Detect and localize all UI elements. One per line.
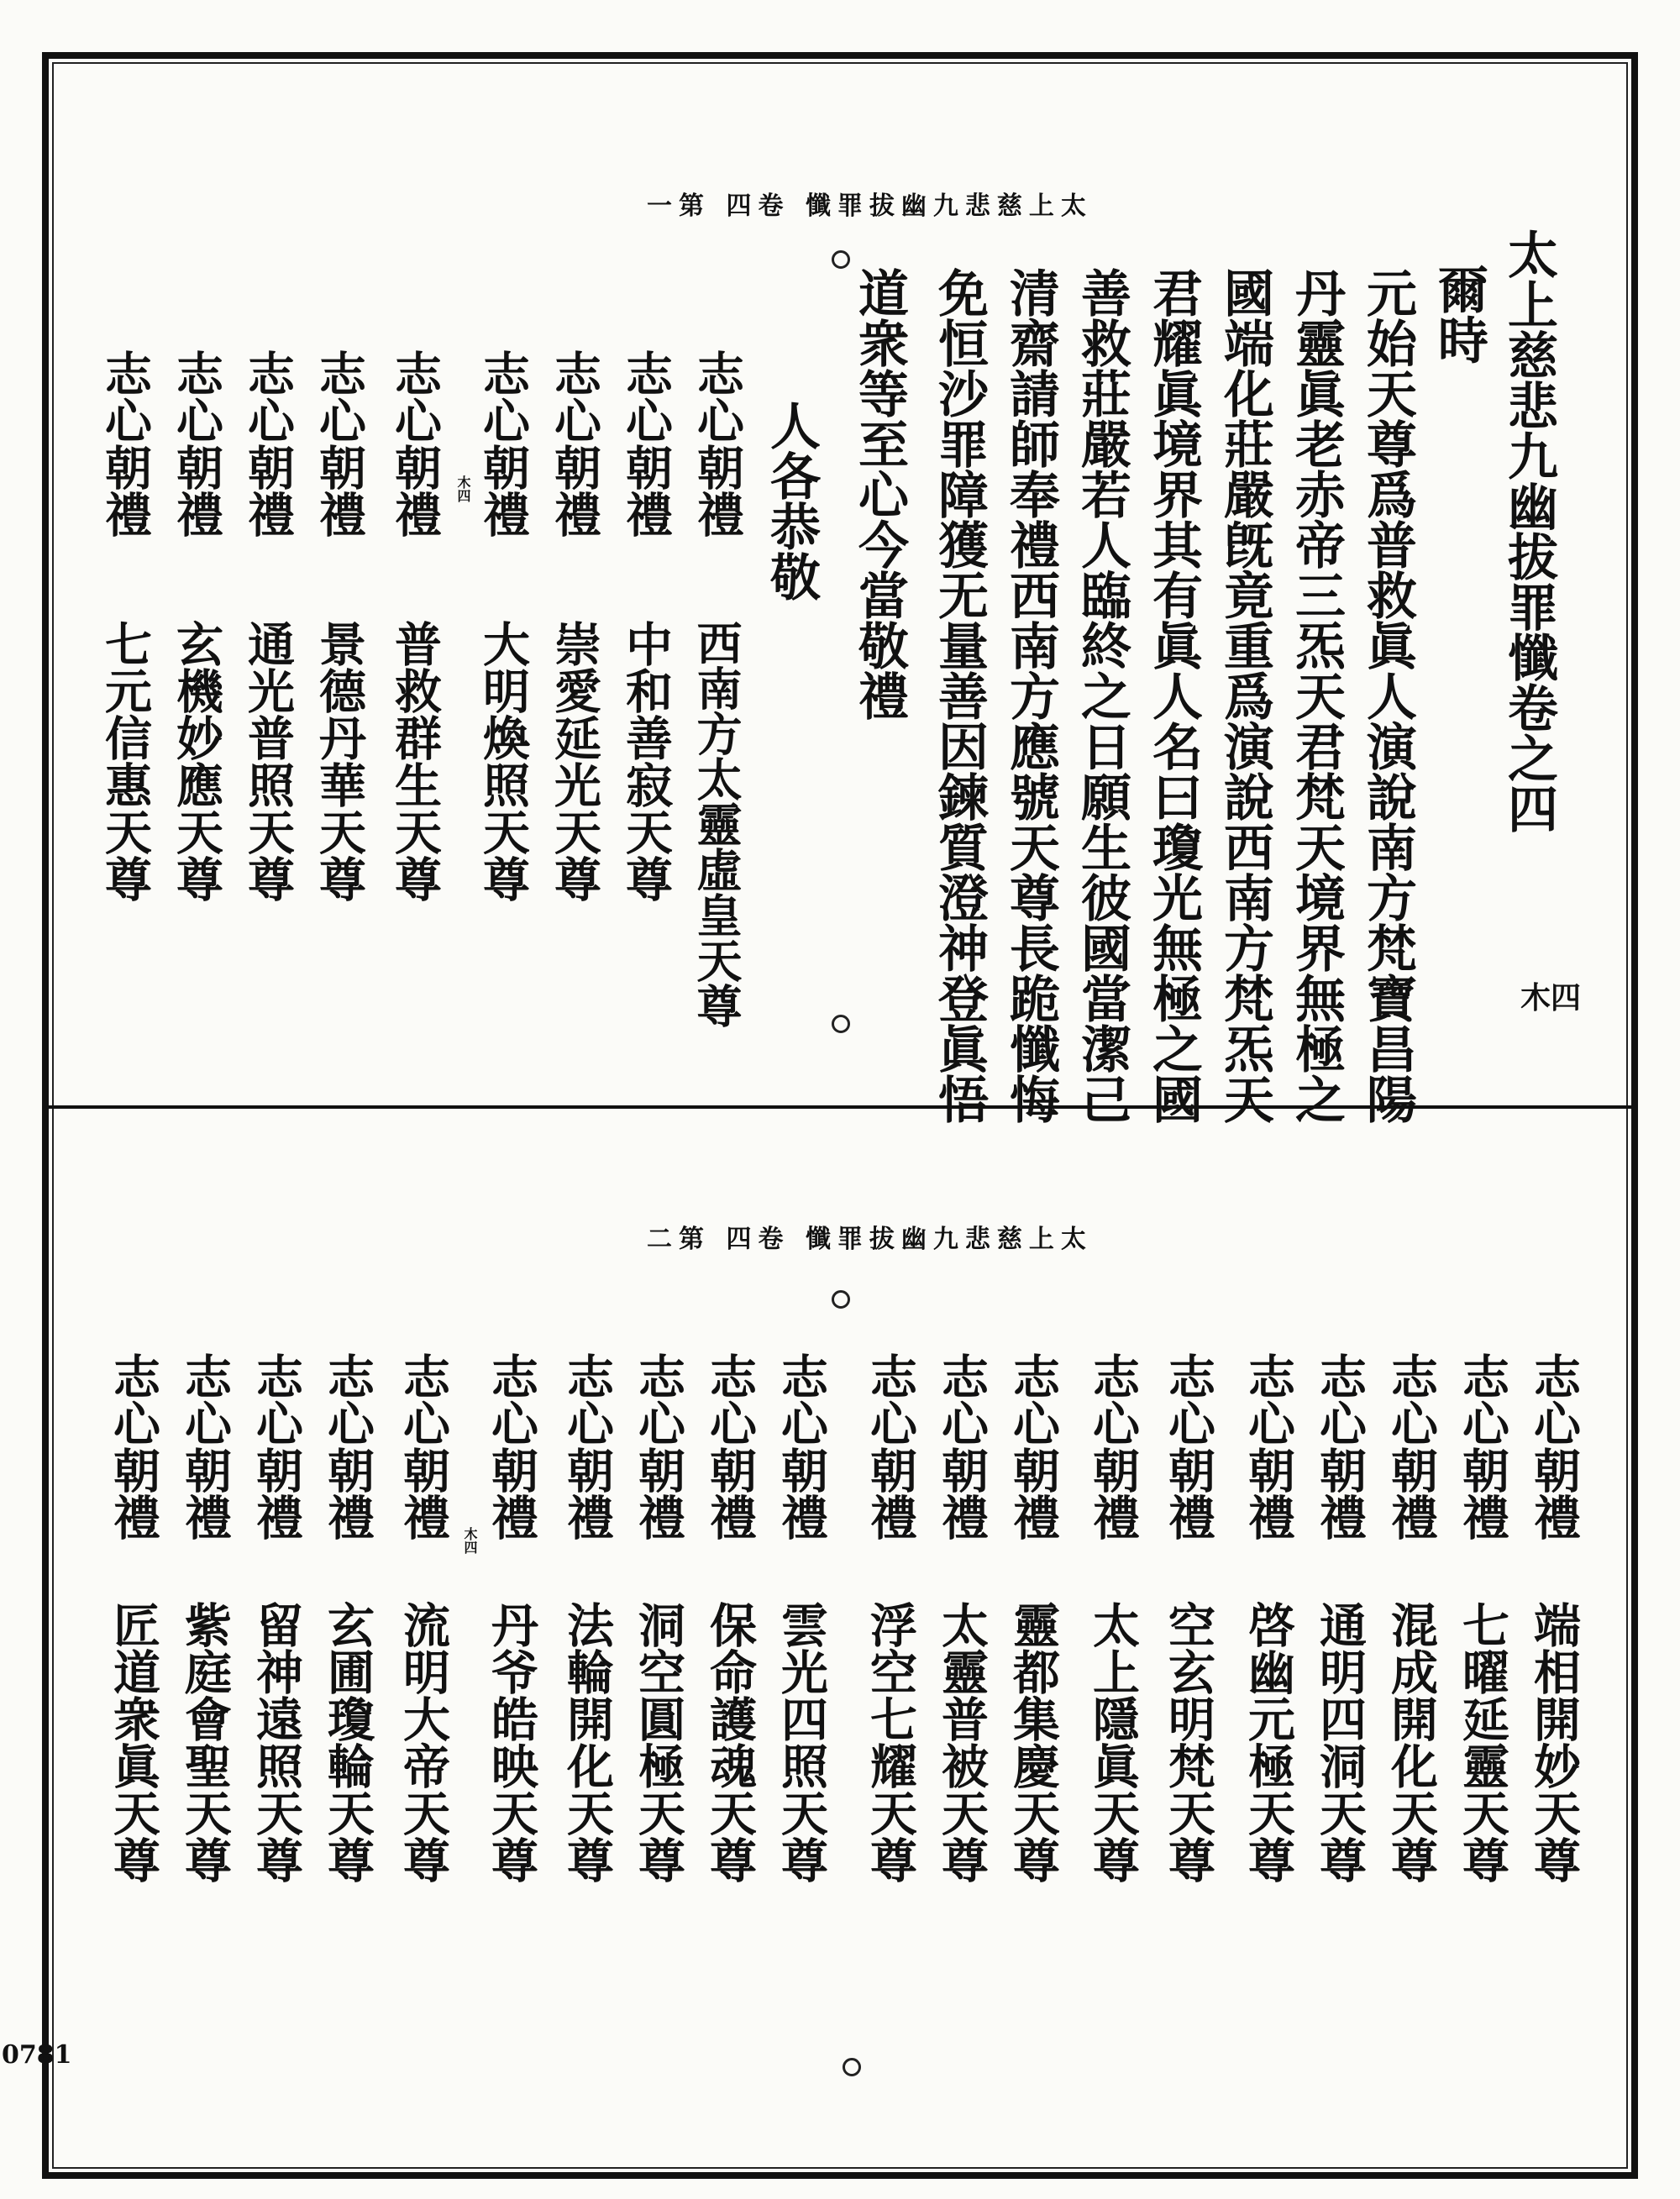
litany-call: 志心朝禮 [1241,1352,1296,1540]
litany-call: 志心朝禮 [240,349,296,538]
text-column: 清齋請師奉禮西南方應號天尊長跪懺悔 [1001,267,1060,1124]
text-column: 元始天尊爲普救眞人演說南方梵寶昌陽 [1358,267,1417,1124]
punctuation-circle [843,2058,861,2076]
litany-name: 七曜延靈天尊 [1455,1601,1510,1883]
litany-name: 混成開化天尊 [1383,1601,1439,1883]
litany-call: 志心朝禮 [559,1352,615,1540]
litany-call: 志心朝禮 [484,1352,539,1540]
litany-call: 志心朝禮 [1005,1352,1061,1540]
litany-call: 志心朝禮 [547,349,602,538]
litany-name: 崇愛延光天尊 [547,620,602,902]
text-column: 國端化莊嚴旣竟重爲演說西南方梵炁天 [1215,267,1274,1124]
litany-call: 志心朝禮 [1085,1352,1141,1540]
litany-call: 志心朝禮 [690,349,745,538]
litany-call: 志心朝禮 [631,1352,686,1540]
litany-call: 志心朝禮 [475,349,531,538]
scripture-title: 太上慈悲九幽拔罪懺卷之四 [1499,228,1558,833]
litany-call: 志心朝禮 [1383,1352,1439,1540]
punctuation-circle [832,1290,850,1309]
text-column: 君耀眞境界其有眞人名曰瓊光無極之國 [1144,267,1203,1124]
litany-name: 大明煥照天尊 [475,620,531,902]
margin-note: 木四 [455,475,471,502]
litany-name: 景德丹華天尊 [312,620,367,902]
litany-call: 志心朝禮 [177,1352,233,1540]
litany-name: 通光普照天尊 [240,620,296,902]
top-page-marker: 木四 [1520,980,1582,1016]
litany-call: 志心朝禮 [1312,1352,1368,1540]
litany-call: 志心朝禮 [934,1352,990,1540]
text-column: 善救莊嚴若人臨終之日願生彼國當潔己 [1073,267,1131,1124]
instruction-note: 人各恭敬 [762,400,821,601]
litany-name: 浮空七耀天尊 [863,1601,918,1883]
text-column: 丹靈眞老赤帝三炁天君梵天境界無極之 [1287,267,1346,1124]
text-column: 免恒沙罪障獲无量善因鍊質澄神登眞悟 [930,267,989,1124]
litany-name: 留神遠照天尊 [249,1601,304,1883]
litany-call: 志心朝禮 [169,349,224,538]
litany-name: 太靈普被天尊 [934,1601,990,1883]
litany-name: 七元信惠天尊 [97,620,153,902]
text-column: 道衆等至心今當敬禮 [850,267,909,721]
litany-name: 西南方太靈虛皇天尊 [690,620,743,1028]
litany-name: 普救群生天尊 [387,620,443,902]
litany-name: 保命護魂天尊 [702,1601,758,1883]
litany-name: 太上隱眞天尊 [1085,1601,1141,1883]
litany-name: 端相開妙天尊 [1526,1601,1582,1883]
litany-call: 志心朝禮 [387,349,443,538]
litany-name: 法輪開化天尊 [559,1601,615,1883]
litany-name: 中和善寂天尊 [618,620,674,902]
litany-call: 志心朝禮 [312,349,367,538]
litany-call: 志心朝禮 [396,1352,451,1540]
litany-call: 志心朝禮 [249,1352,304,1540]
litany-call: 志心朝禮 [618,349,674,538]
litany-call: 志心朝禮 [97,349,153,538]
litany-name: 丹爷皓映天尊 [484,1601,539,1883]
margin-note: 木四 [462,1527,478,1554]
litany-name: 靈都集慶天尊 [1005,1601,1061,1883]
litany-name: 玄圃瓊輪天尊 [320,1601,375,1883]
litany-call: 志心朝禮 [702,1352,758,1540]
litany-name: 流明大帝天尊 [396,1601,451,1883]
litany-call: 志心朝禮 [1161,1352,1216,1540]
bottom-running-header: 太上慈悲九幽拔罪懺 卷四 第二 [647,1225,1093,1254]
litany-name: 玄機妙應天尊 [169,620,224,902]
punctuation-circle [832,1015,850,1033]
litany-name: 雲光四照天尊 [774,1601,829,1883]
litany-call: 志心朝禮 [320,1352,375,1540]
litany-name: 匠道衆眞天尊 [106,1601,161,1883]
litany-name: 空玄明梵天尊 [1161,1601,1216,1883]
litany-call: 志心朝禮 [1455,1352,1510,1540]
litany-call: 志心朝禮 [106,1352,161,1540]
litany-call: 志心朝禮 [1526,1352,1582,1540]
top-running-header: 太上慈悲九幽拔罪懺 卷四 第一 [647,192,1093,221]
litany-call: 志心朝禮 [863,1352,918,1540]
litany-name: 通明四洞天尊 [1312,1601,1368,1883]
litany-name: 啓幽元極天尊 [1241,1601,1296,1883]
punctuation-circle [832,250,850,269]
side-page-number: 0781 [2,2040,72,2070]
text-column: 爾時 [1430,264,1488,365]
litany-name: 紫庭會聖天尊 [177,1601,233,1883]
litany-call: 志心朝禮 [774,1352,829,1540]
litany-name: 洞空圓極天尊 [631,1601,686,1883]
